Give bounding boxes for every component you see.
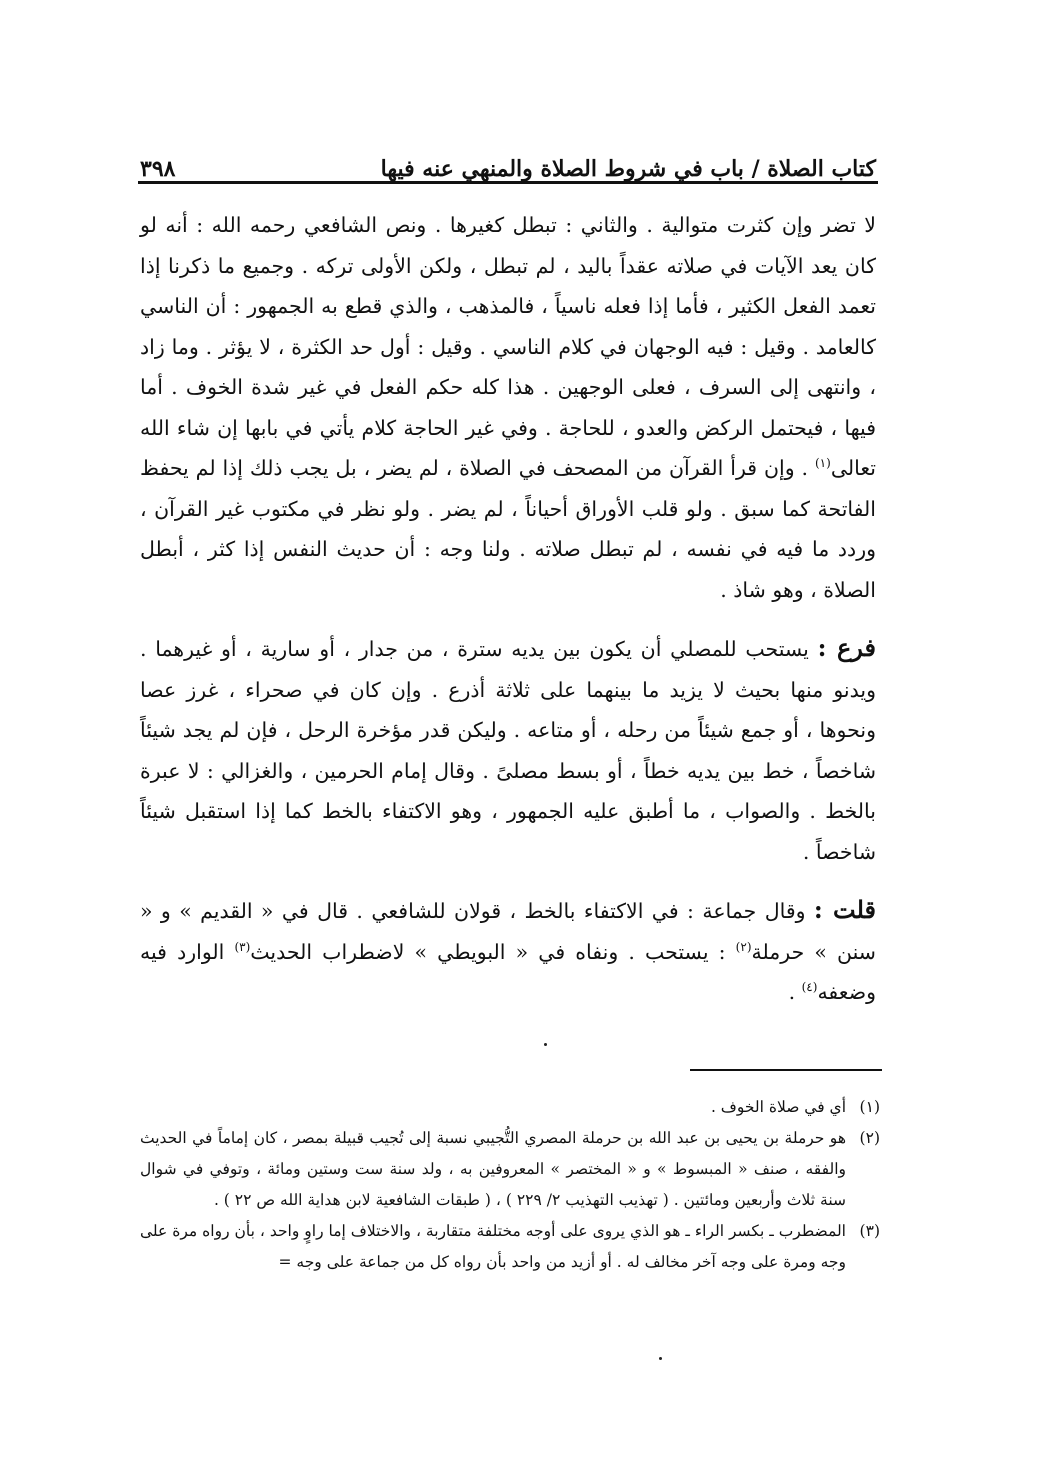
footnote-ref-1: (١) [814,456,831,471]
footnotes [140,1092,880,1278]
paragraph-3-text-d: . [788,980,802,1004]
footnote-3 [140,1216,880,1278]
paragraph-3-text-a: وقال جماعة : في الاكتفاء بالخط ، قولان للشافعي . قال في « القديم » و « سنن » حرملة [140,899,876,964]
page-number: ٣٩٨ [140,156,176,182]
paragraph-3-text-c: الوارد فيه وضعفه [140,939,876,1004]
paragraph-2 [140,628,876,872]
main-text [140,205,876,1013]
running-header [140,142,876,182]
paragraph-2-text: يستحب للمصلي أن يكون بين يديه سترة ، من جدار ، أو سارية ، أو غيرهما . ويدنو منها بحيث لا يزيد ما بينهما على ثلاثة أذرع . وإن كان في صحراء ، غرز عصا ونحوها ، أو جمع شيئاً من رحله ، أو متاعه . وليكن قدر مؤخرة الرحل ، فإن لم يجد شيئاً شاخصاً ، خط بين يديه خطاً ، أو بسط مصلىً . وقال إمام الحرمين ، والغزالي : لا عبرة بالخط . والصواب ، ما أطبق عليه الجمهور ، وهو الاكتفاء بالخط كما إذا استقبل شيئاً شاخصاً . [140,637,876,864]
footnote-text: أي في صلاة الخوف . [710,1098,846,1116]
footnote-ref-4: (٤) [801,980,818,995]
footnote-number: (١) [859,1098,880,1116]
footnote-number: (٢) [859,1129,880,1147]
paragraph-2-lead: فرع : [817,633,876,662]
paragraph-3-text-b: : يستحب . ونفاه في « البويطي » لاضطراب الحديث [250,939,736,964]
footnote-number: (٣) [859,1222,880,1240]
header-rule [138,181,878,184]
footnote-ref-2: (٢) [735,939,752,954]
scan-speck [659,1357,662,1360]
paragraph-1-continuation: . وإن قرأ القرآن من المصحف في الصلاة ، لم يضر ، بل يجب ذلك إذا لم يحفظ الفاتحة كما سبق . ولو قلب الأوراق أحياناً ، لم يضر . ولو نظر في مكتوب غير القرآن ، وردد ما فيه في نفسه ، لم تبطل صلاته . ولنا وجه : أن حديث النفس إذا كثر ، أبطل الصلاة ، وهو شاذ . [140,456,876,602]
paragraph-3 [140,890,876,1013]
paragraph-1-text: لا تضر وإن كثرت متوالية . والثاني : تبطل كغيرها . ونص الشافعي رحمه الله : أنه لو كان يعد الآيات في صلاته عقداً باليد ، لم تبطل ، ولكن الأولى تركه . وجميع ما ذكرنا إذا تعمد الفعل الكثير ، فأما إذا فعله ناسياً ، فالمذهب ، والذي قطع به الجمهور : أن الناسي كالعامد . وقيل : فيه الوجهان في كلام الناسي . وقيل : أول حد الكثرة ، لا يؤثر . وما زاد ، وانتهى إلى السرف ، فعلى الوجهين . هذا كله حكم الفعل في غير شدة الخوف . أما فيها ، فيحتمل الركض والعدو ، للحاجة . وفي غير الحاجة كلام يأتي في بابها إن شاء الله تعالى [140,213,876,480]
footnote-ref-3: (٣) [234,939,251,954]
footnote-text: المضطرب ـ بكسر الراء ـ هو الذي يروى على أوجه مختلفة متقاربة ، والاختلاف إما راوٍ واحد ، بأن رواه مرة على وجه ومرة على وجه آخر مخالف له . أو أزيد من واحد بأن رواه كل من جماعة على وجه = [140,1222,846,1271]
running-title: كتاب الصلاة / باب في شروط الصلاة والمنهي عنه فيها [380,156,876,182]
scan-speck [544,1043,547,1046]
footnote-1 [140,1092,880,1123]
footnote-text: هو حرملة بن يحيى بن عبد الله بن حرملة المصري التُّجيبي نسبة إلى تُجيب قبيلة بمصر ، كان إماماً في الحديث والفقه ، صنف « المبسوط » و « المختصر » المعروفين به ، ولد سنة ست وستين ومائة ، وتوفي في شوال سنة ثلاث وأربعين ومائتين . ( تهذيب التهذيب ٢/ ٢٢٩ ) ، ( طبقات الشافعية لابن هداية الله ص ٢٢ ) . [140,1129,846,1209]
paragraph-3-lead: قلت : [813,895,876,924]
footnote-2 [140,1123,880,1216]
footnote-separator [690,1069,882,1071]
paragraph-1 [140,205,876,610]
